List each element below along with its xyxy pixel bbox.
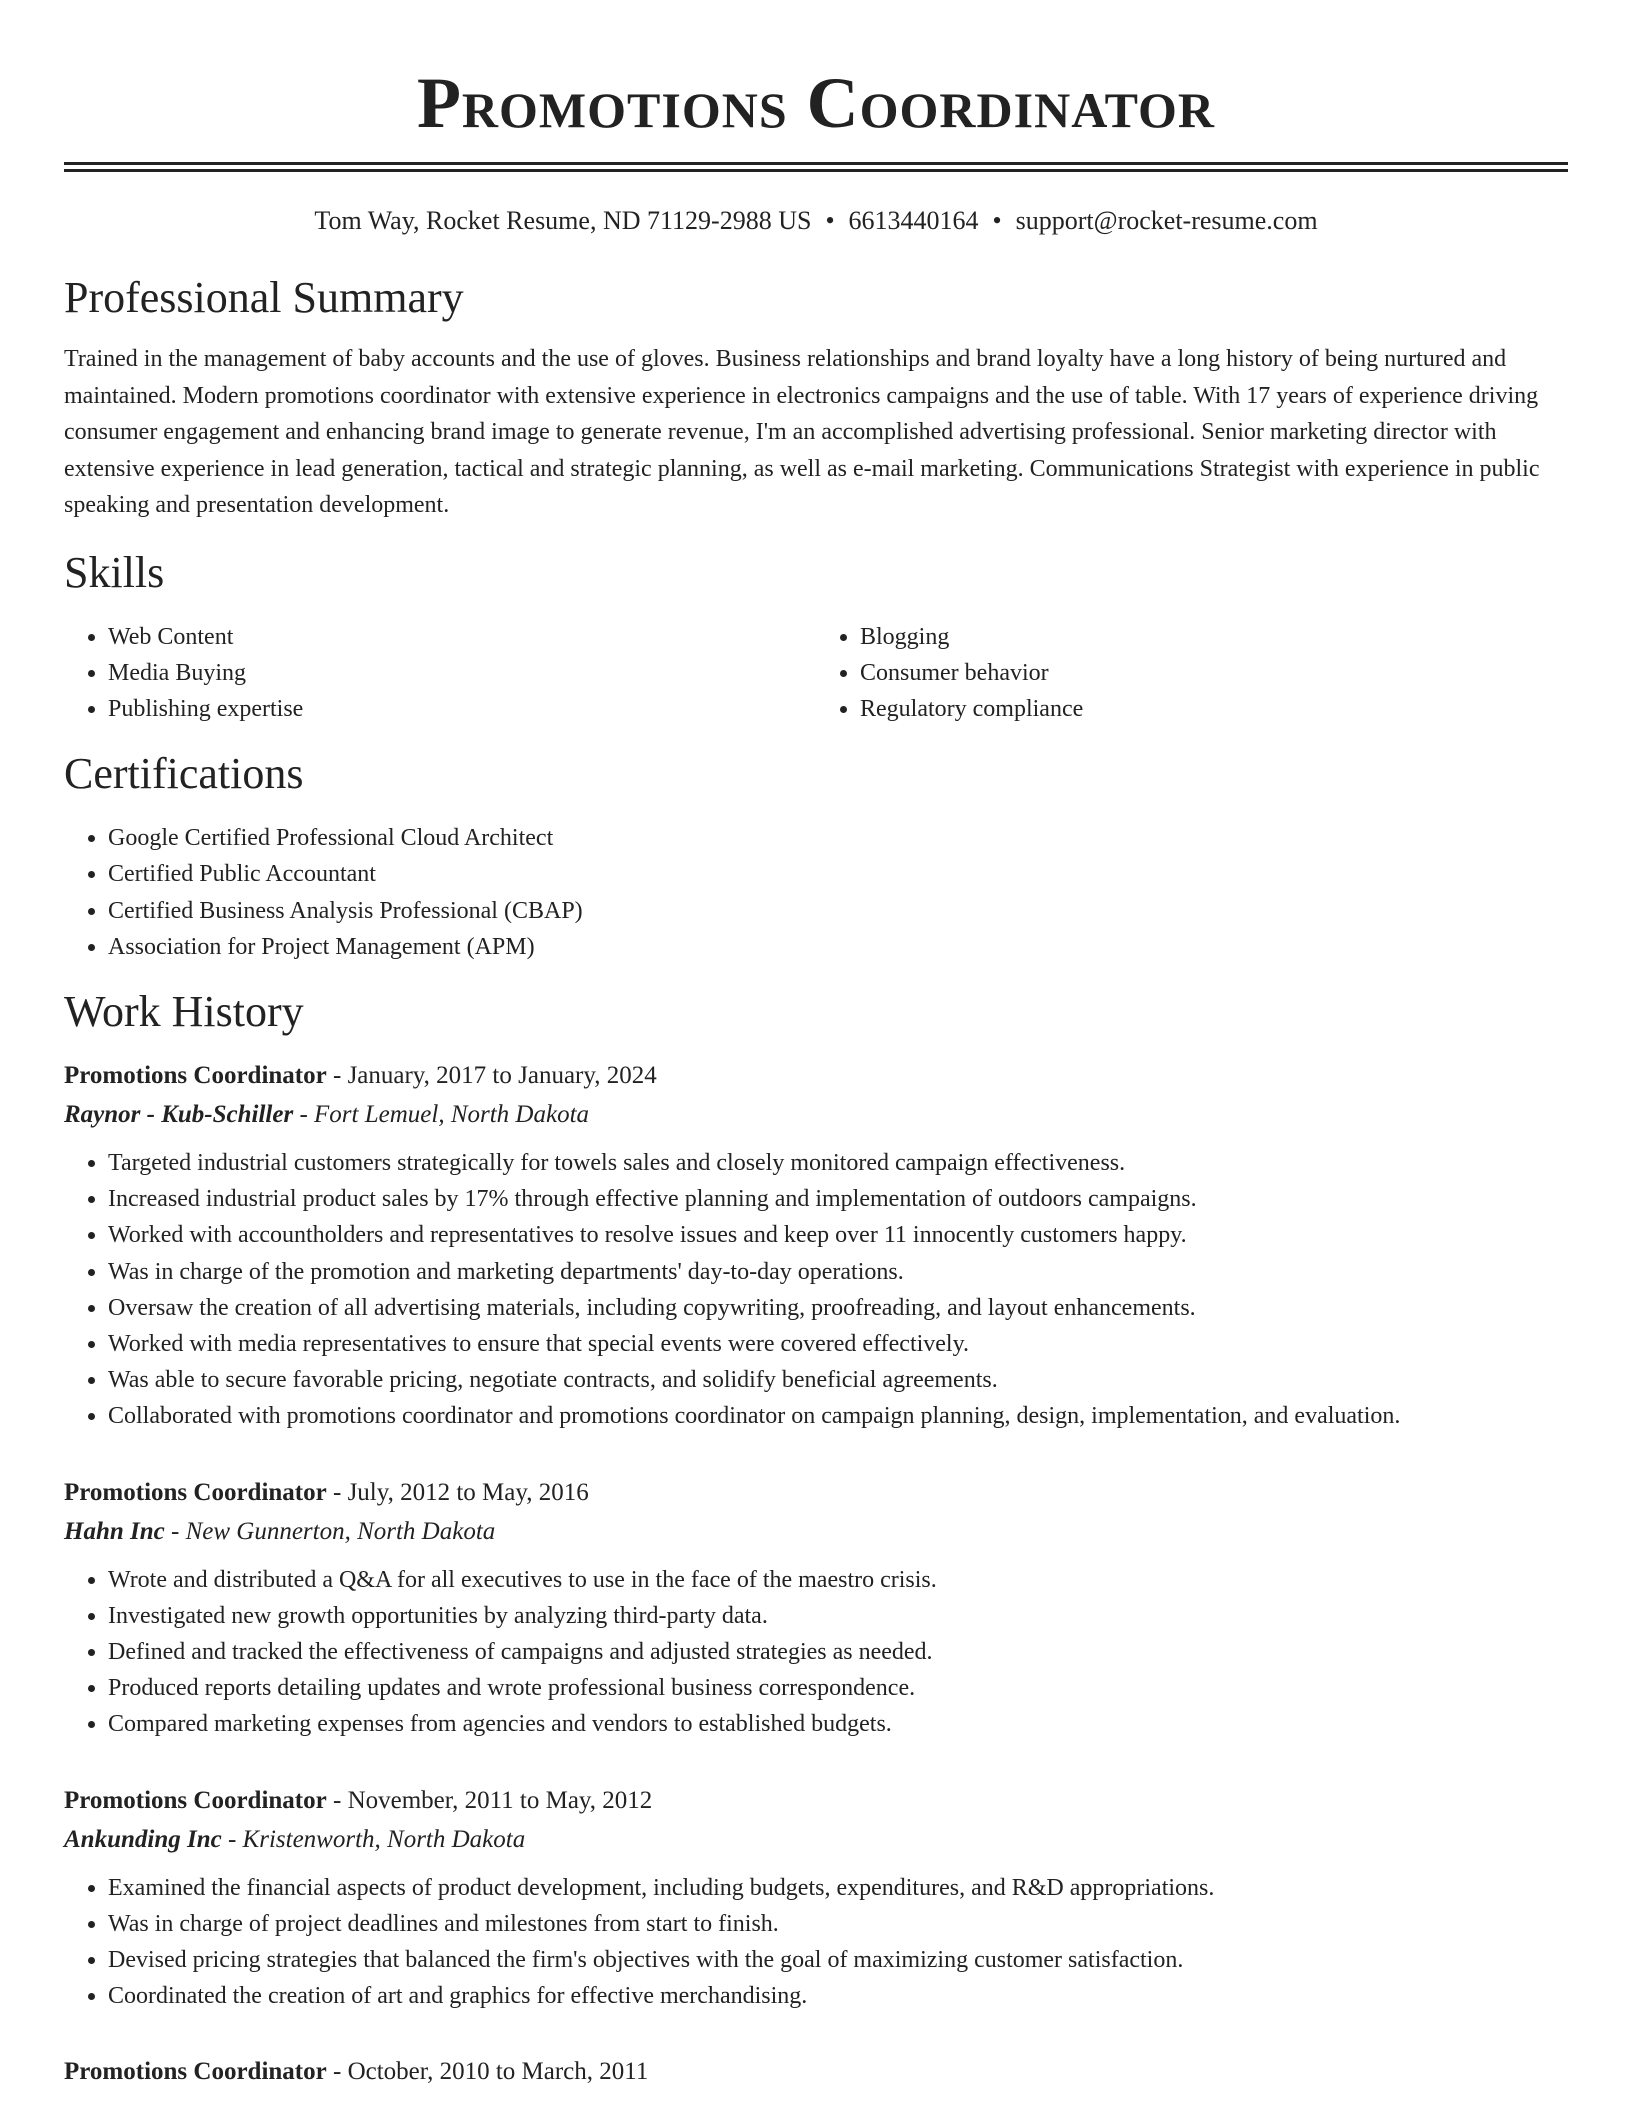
job-title: Promotions Coordinator: [64, 1786, 327, 1814]
job-title: Promotions Coordinator: [64, 2058, 327, 2086]
job-entry: [64, 1473, 1568, 1743]
certifications-heading: Certifications: [64, 749, 304, 799]
job-company: Hahn Inc: [64, 1517, 165, 1545]
job-company-line: Raynor - Kub-Schiller - Fort Lemuel, North Dakota: [64, 1100, 590, 1128]
job-dates: October, 2010 to March, 2011: [347, 2058, 649, 2086]
job-bullet: • Was able to secure favorable pricing, negotiate contracts, and solidify beneficial agreements.: [108, 1362, 1568, 1398]
certification-item: • Certified Business Analysis Professional (CBAP): [108, 893, 1568, 929]
summary-text: Trained in the management of baby accounts and the use of gloves. Business relationships and brand loyalty have a long history of being nurtured and maintained. Modern promotions coordinator with extensive experience in electronics campaigns and the use of table. With 17 years of experience driving consumer engagement and enhancing brand image to generate revenue, I'm an accomplished advertising professional. Senior marketing director with extensive experience in lead generation, tactical and strategic planning, as well as e-mail marketing. Communications Strategist with experience in public speaking and presentation development.: [64, 346, 1540, 518]
contact-email: support@rocket-resume.com: [1015, 206, 1318, 235]
job-bullet: • Devised pricing strategies that balanced the firm's objectives with the goal of maximizing customer satisfaction.: [108, 1942, 1568, 1978]
job-location: Fort Lemuel, North Dakota: [314, 1100, 590, 1128]
job-company: Ankunding Inc: [64, 1825, 222, 1853]
contact-phone: 6613440164: [848, 206, 979, 235]
job-bullet: • Was in charge of the promotion and marketing departments' day-to-day operations.: [108, 1254, 1568, 1290]
skill-item: • Consumer behavior: [860, 655, 1568, 691]
job-bullet: • Defined and tracked the effectiveness of campaigns and adjusted strategies as needed.: [108, 1634, 1568, 1670]
job-entry: [64, 1056, 1568, 1435]
job-bullet: • Targeted industrial customers strategically for towels sales and closely monitored campaign effectiveness.: [108, 1145, 1568, 1181]
certification-item: • Certified Public Accountant: [108, 856, 1568, 892]
job-bullet: • Compared marketing expenses from agencies and vendors to established budgets.: [108, 1706, 1568, 1742]
work-history-heading: Work History: [64, 986, 304, 1036]
skill-item: • Publishing expertise: [108, 691, 816, 727]
skills-list-right: [816, 619, 1568, 728]
skills-list-left: [64, 619, 816, 728]
job-bullet: • Oversaw the creation of all advertising materials, including copywriting, proofreading, and layout enhancements.: [108, 1290, 1568, 1326]
job-bullet: • Investigated new growth opportunities by analyzing third-party data.: [108, 1598, 1568, 1634]
job-entry: [64, 1781, 1568, 2015]
job-title: Promotions Coordinator: [64, 1061, 327, 1089]
skill-item: • Media Buying: [108, 655, 816, 691]
job-dates: November, 2011 to May, 2012: [347, 1786, 653, 1814]
certifications-list: [64, 820, 1568, 965]
skill-item: • Regulatory compliance: [860, 691, 1568, 727]
job-bullet: • Coordinated the creation of art and graphics for effective merchandising.: [108, 1978, 1568, 2014]
job-dates: July, 2012 to May, 2016: [347, 1478, 589, 1506]
contact-separator: •: [992, 206, 1002, 235]
resume-title: Promotions Coordinator: [416, 63, 1216, 143]
job-company-line: Hahn Inc - New Gunnerton, North Dakota: [64, 1517, 496, 1545]
job-bullet: • Worked with media representatives to ensure that special events were covered effectively.: [108, 1326, 1568, 1362]
job-bullet: • Worked with accountholders and representatives to resolve issues and keep over 11 innocently customers happy.: [108, 1217, 1568, 1253]
skills-heading: Skills: [64, 547, 165, 597]
contact-separator: •: [825, 206, 835, 235]
job-bullets: [64, 1145, 1568, 1435]
job-bullet: • Produced reports detailing updates and wrote professional business correspondence.: [108, 1670, 1568, 1706]
job-location: Kristenworth, North Dakota: [242, 1825, 526, 1853]
job-bullet: • Examined the financial aspects of product development, including budgets, expenditures, and R&D appropriations.: [108, 1870, 1568, 1906]
job-title-line: Promotions Coordinator - July, 2012 to May, 2016: [64, 1478, 589, 1506]
job-bullets: [64, 1870, 1568, 2015]
job-company: Raynor - Kub-Schiller: [64, 1100, 294, 1128]
job-bullets: [64, 1562, 1568, 1743]
job-bullet: • Collaborated with promotions coordinator and promotions coordinator on campaign planning, design, implementation, and evaluation.: [108, 1398, 1568, 1434]
job-bullet: • Increased industrial product sales by 17% through effective planning and implementation of outdoors campaigns.: [108, 1181, 1568, 1217]
job-entry: [64, 2052, 1568, 2091]
contact-line: [64, 204, 1568, 238]
summary-heading: Professional Summary: [64, 273, 464, 322]
job-location: New Gunnerton, North Dakota: [185, 1517, 496, 1545]
job-title: Promotions Coordinator: [64, 1478, 327, 1506]
certification-item: • Association for Project Management (APM): [108, 929, 1568, 965]
contact-address: Tom Way, Rocket Resume, ND 71129-2988 US: [314, 206, 812, 235]
job-bullet: • Was in charge of project deadlines and milestones from start to finish.: [108, 1906, 1568, 1942]
skill-item: • Web Content: [108, 619, 816, 655]
job-title-line: Promotions Coordinator - January, 2017 to January, 2024: [64, 1061, 657, 1089]
skills-columns: [64, 619, 1568, 728]
job-dates: January, 2017 to January, 2024: [347, 1061, 657, 1089]
title-divider: [64, 162, 1568, 172]
job-title-line: Promotions Coordinator - October, 2010 to March, 2011: [64, 2058, 649, 2086]
certification-item: • Google Certified Professional Cloud Architect: [108, 820, 1568, 856]
job-title-line: Promotions Coordinator - November, 2011 to May, 2012: [64, 1786, 653, 1814]
job-company-line: Ankunding Inc - Kristenworth, North Dakota: [64, 1825, 526, 1853]
job-bullet: • Wrote and distributed a Q&A for all executives to use in the face of the maestro crisis.: [108, 1562, 1568, 1598]
skill-item: • Blogging: [860, 619, 1568, 655]
